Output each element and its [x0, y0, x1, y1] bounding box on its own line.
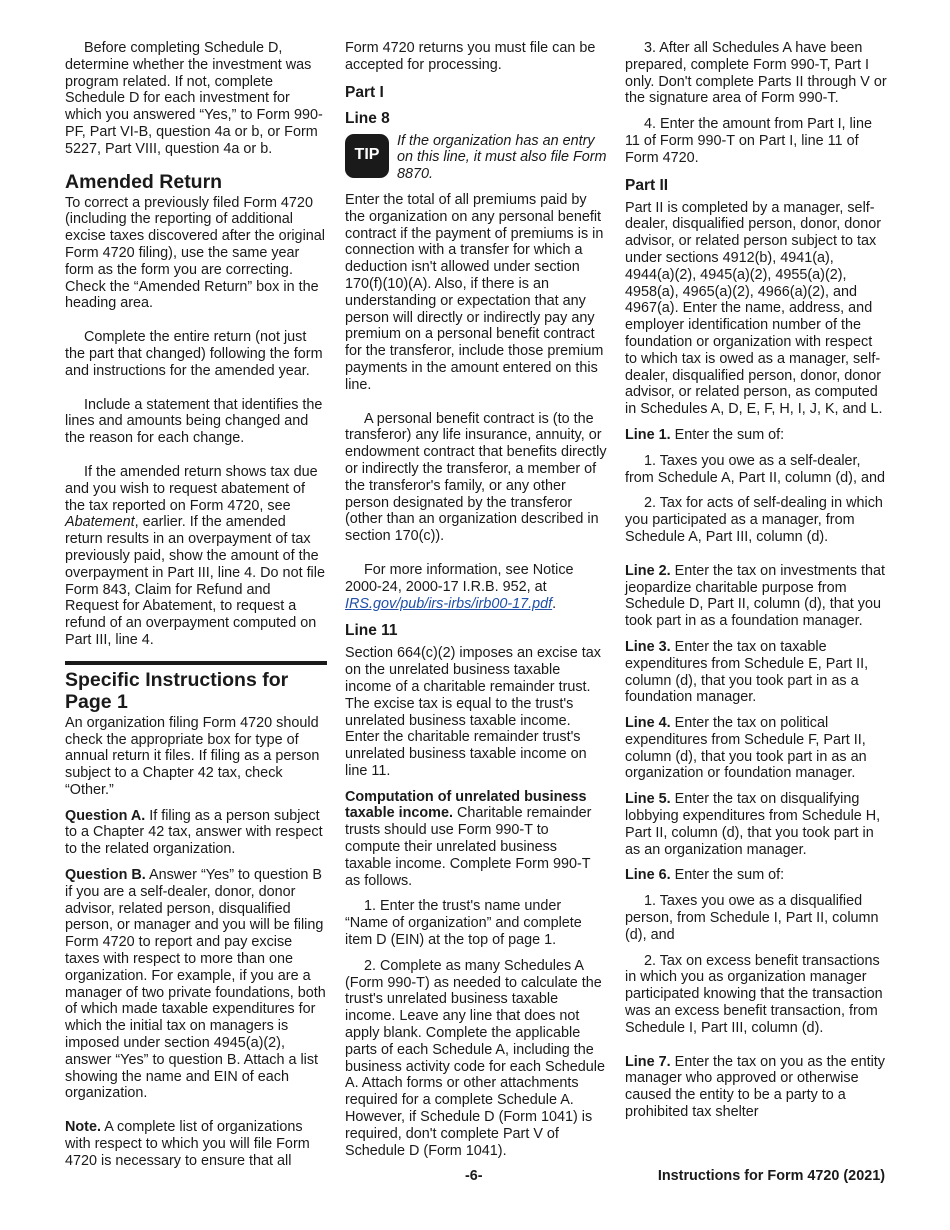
line-2-label: Line 2. — [625, 562, 671, 579]
line-7 — [625, 1054, 887, 1121]
step-1: 1. Enter the trust's name under “Name of organization” and complete item D (EIN) at the top of page 1. — [345, 898, 582, 949]
line-6-item-2: 2. Tax on excess benefit transactions in which you as organization manager participated knowing that the transaction was an excess benefit transaction, from Schedule I, Part III, column (d). — [625, 952, 883, 1036]
question-a — [65, 808, 327, 858]
irs-pub-link[interactable]: IRS.gov/pub/irs-irbs/irb00-17.pdf — [345, 595, 553, 612]
step-2: 2. Complete as many Schedules A (Form 990-T) as needed to calculate the trust's unrelated business taxable income. Leave any line that does not apply blank. Complete the applicable parts of each Schedule A, including the business activity code for each Schedule A. Attach forms or other attachments required for a complete Schedule A. However, if Schedule D (Form 1041) is required, don't complete Part V of Schedule D (Form 1041). — [345, 957, 605, 1159]
amended-paragraph-4 — [65, 464, 327, 649]
computation-label: Computation of unrelated business taxable income. — [345, 788, 587, 822]
computation-text: Charitable remainder trusts should use Form 990-T to compute their unrelated business taxable income. Complete Form 990-T as follows. — [345, 805, 592, 889]
paragraph-before-schedule-d: Before completing Schedule D, determine whether the investment was program related. If not, complete Schedule D for each investment for which you answered “Yes,” to Form 990-PF, Part VI-B, question 4a or b, or Form 5227, Part VIII, question 4a or b. — [65, 40, 323, 157]
question-b — [65, 867, 327, 1102]
step-4: 4. Enter the amount from Part I, line 11 of Form 990-T on Part I, line 11 of Form 4720. — [625, 116, 872, 166]
line-6-label: Line 6. — [625, 867, 671, 884]
computation-paragraph — [345, 789, 607, 890]
line-3 — [625, 639, 887, 706]
line-6 — [625, 867, 887, 884]
line-5 — [625, 791, 887, 858]
page-number: -6- — [465, 1168, 483, 1184]
amended-p4-text-b: , earlier. If the amended return results in an overpayment of tax previously paid, show the amount of the overpayment in Part III, line 4. Do not file Form 843, Claim for Refund and Request for Abatement, to request a refund of an overpayment computed on Part III, line 4. — [65, 514, 325, 648]
line-1-text: Enter the sum of: — [674, 426, 785, 443]
amended-p4-text-a: If the amended return shows tax due and you wish to request abatement of the tax reported on Form 4720, see — [65, 463, 318, 514]
tip-icon: TIP — [345, 134, 389, 178]
column-1 — [65, 40, 327, 1179]
question-b-label: Question B. — [65, 867, 146, 884]
line-4 — [625, 715, 887, 782]
specific-instructions-heading: Specific Instructions for Page 1 — [65, 661, 327, 713]
amended-paragraph-2: Complete the entire return (not just the part that changed) following the form and instructions for the amended year. — [65, 329, 323, 379]
line-4-label: Line 4. — [625, 715, 671, 732]
line-1-label: Line 1. — [625, 426, 671, 443]
line-7-label: Line 7. — [625, 1053, 671, 1070]
column-3 — [625, 40, 887, 1130]
note-text: A complete list of organizations with respect to which you will file Form 4720 is necessary to ensure that all — [65, 1119, 310, 1169]
line-4-text: Enter the tax on political expenditures from Schedule F, Part II, column (d), that you took part in as an organization or foundation manager. — [625, 715, 867, 782]
line-11-heading: Line 11 — [345, 622, 398, 640]
question-a-label: Question A. — [65, 807, 146, 824]
line-8-paragraph-1: Enter the total of all premiums paid by the organization on any personal benefit contract if the payment of premiums is in connection with a transfer for which a deduction isn't allowed under section 170(f)(10)(A). Also, if there is an understanding or expectation that any person will directly or indirectly pay any premium on a personal benefit contract for the transferor, include those premium payments in the amount entered on this line. — [345, 191, 604, 393]
continued-paragraph: Form 4720 returns you must file can be accepted for processing. — [345, 40, 596, 73]
amended-paragraph-1: To correct a previously filed Form 4720 (including the reporting of additional excise taxes discovered after the original Form 4720 filing), use the same year form as the form you are correcting. Check the “Amended Return” box in the heading area. — [65, 194, 325, 312]
line-6-text: Enter the sum of: — [674, 867, 785, 884]
note-paragraph — [65, 1119, 327, 1169]
part-2-paragraph: Part II is completed by a manager, self-dealer, disqualified person, donor, donor advisor, or related person subject to tax under sections 4912(b), 4941(a), 4944(a)(2), 4945(a)(2), 4955(a)(2), 4958(a), 4965(a)(2), 4966(a)(2), and 4967(a). Enter the name, address, and employer identification number of the foundation or organization with respect to which tax is owed as a manager, self-dealer, disqualified person, donor, donor advisor, or related person, as computed in Schedules A, D, E, F, H, I, J, K, and L. — [625, 199, 883, 418]
note-label: Note. — [65, 1119, 101, 1136]
line-1-item-1: 1. Taxes you owe as a self-dealer, from Schedule A, Part II, column (d), and — [625, 452, 885, 486]
amended-return-heading: Amended Return — [65, 170, 223, 193]
line-3-text: Enter the tax on taxable expenditures from Schedule E, Part II, column (d), that you took part in as a foundation manager. — [625, 638, 869, 706]
line-5-label: Line 5. — [625, 791, 671, 808]
tip-box — [345, 133, 607, 183]
step-3: 3. After all Schedules A have been prepared, complete Form 990-T, Part I only. Don't complete Parts II through V or the signature area of Form 990-T. — [625, 40, 887, 107]
line-5-text: Enter the tax on disqualifying lobbying expenditures from Schedule H, Part II, column (d), that you took part in as an organization manager. — [625, 791, 881, 858]
question-b-text: Answer “Yes” to question B if you are a self-dealer, donor, donor advisor, related person, disqualified person, or manager and you will be filing Form 4720 to report and pay excise taxes with respect to more than one organization. For example, if you are a manager of two private foundations, both of which made taxable expenditures for which the initial tax on managers is imposed under section 4945(a)(2), answer “Yes” to question B. Attach a list showing the name and EIN of each organization. — [65, 867, 326, 1102]
part-1-heading: Part I — [345, 83, 384, 101]
line-8-paragraph-2: A personal benefit contract is (to the transferor) any life insurance, annuity, or endowment contract that benefits directly or indirectly the transferor, a member of the transferor's family, or any other person designated by the transferor (other than an organization described in section 170(c)). — [345, 410, 607, 545]
line-2 — [625, 563, 887, 630]
line-1-item-2: 2. Tax for acts of self-dealing in which you participated as a manager, from Schedule A, Part III, column (d). — [625, 495, 883, 545]
line-2-text: Enter the tax on investments that jeopardize charitable purpose from Schedule D, Part II, column (d), that you took part in as a foundation manager. — [625, 562, 885, 630]
tip-text: If the organization has an entry on this line, it must also file Form 8870. — [397, 132, 607, 183]
line-8-heading: Line 8 — [345, 109, 390, 127]
specific-paragraph-1: An organization filing Form 4720 should check the appropriate box for type of annual return it files. If filing as a person subject to a Chapter 42 tax, check “Other.” — [65, 714, 320, 798]
part-2-heading: Part II — [625, 176, 669, 194]
line-8-paragraph-3: For more information, see Notice 2000-24, 2000-17 I.R.B. 952, at IRS.gov/pub/irs-irbs/irb00-17.pdf. — [345, 561, 574, 612]
line-8-p3-text: For more information, see Notice 2000-24, 2000-17 I.R.B. 952, at — [345, 561, 574, 595]
footer-document-title: Instructions for Form 4720 (2021) — [657, 1168, 885, 1184]
question-a-text: If filing as a person subject to a Chapter 42 tax, answer with respect to the related organization. — [65, 807, 323, 858]
line-7-text: Enter the tax on you as the entity manager who approved or otherwise caused the entity to be a party to a prohibited tax shelter — [625, 1053, 885, 1121]
line-11-paragraph-1: Section 664(c)(2) imposes an excise tax on the unrelated business taxable income of a charitable remainder trust. The excise tax is equal to the trust's unrelated business taxable income. Enter the charitable remainder trust's unrelated business taxable income on line 11. — [345, 645, 601, 779]
column-2 — [345, 40, 607, 1168]
line-1 — [625, 427, 887, 444]
line-6-item-1: 1. Taxes you owe as a disqualified person, from Schedule I, Part II, column (d), and — [625, 893, 879, 943]
amended-paragraph-3: Include a statement that identifies the lines and amounts being changed and the reason for each change. — [65, 396, 323, 447]
line-3-label: Line 3. — [625, 638, 671, 655]
abatement-reference: Abatement — [65, 514, 135, 531]
